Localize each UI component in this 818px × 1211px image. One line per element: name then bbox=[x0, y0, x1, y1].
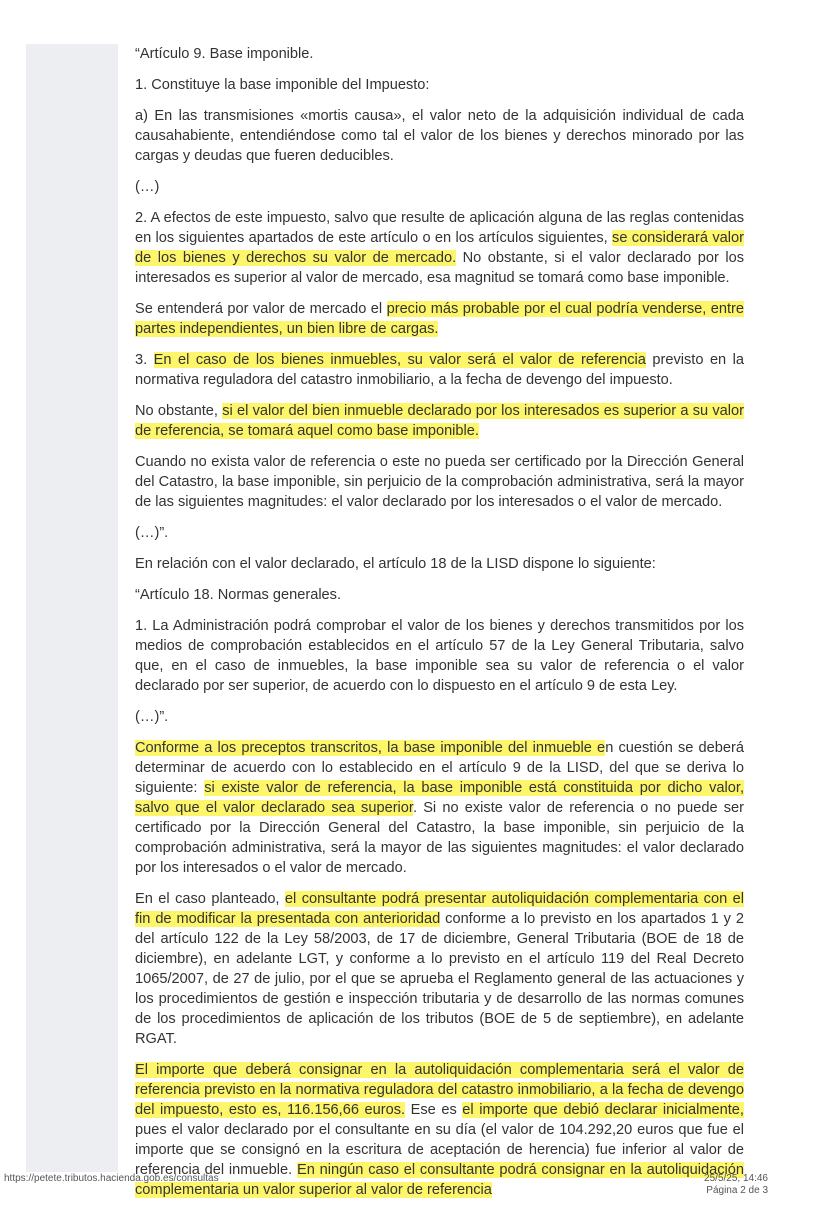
text-segment: previsto en la normativa reguladora del catastro inmobiliario, a la fecha de devengo del impuesto. bbox=[135, 352, 745, 388]
text-segment: En el caso planteado, bbox=[135, 891, 285, 907]
text-segment: No obstante, bbox=[135, 403, 223, 419]
footer-meta bbox=[704, 1173, 768, 1197]
highlighted-text: si existe valor de referencia, la base imponible está constituida por dicho valor, salvo que el valor declarado sea superior bbox=[135, 780, 744, 816]
highlighted-text: precio más probable por el cual podría venderse, entre partes independientes, un bien libre de cargas. bbox=[135, 301, 744, 337]
text-segment: (…)”. bbox=[135, 709, 169, 725]
highlighted-text: el consultante podrá presentar autoliquidación complementaria con el fin de modificar la presentada con anterioridad bbox=[135, 891, 744, 927]
paragraph bbox=[135, 707, 744, 727]
text-segment: (…) bbox=[135, 179, 160, 195]
highlighted-text: el importe que debió declarar inicialmente, bbox=[462, 1102, 744, 1118]
highlighted-text: se considerará valor de los bienes y derechos su valor de mercado. bbox=[135, 230, 744, 266]
text-segment: Se entenderá por valor de mercado el bbox=[135, 301, 387, 317]
left-margin-bar bbox=[26, 44, 118, 1172]
highlighted-text: si el valor del bien inmueble declarado por los interesados es superior a su valor de referencia, se tomará aquel como base imponible. bbox=[135, 403, 744, 439]
text-segment: “Artículo 9. Base imponible. bbox=[135, 46, 314, 62]
text-segment: a) En las transmisiones «mortis causa», el valor neto de la adquisición individual de cada causahabiente, entendiéndose como tal el valor de los bienes y derechos minorado por las cargas y deudas que fueren deducibles. bbox=[135, 108, 744, 164]
paragraph bbox=[135, 208, 744, 288]
footer-datetime: 25/5/25, 14:46 bbox=[704, 1173, 768, 1184]
paragraph bbox=[135, 1060, 744, 1200]
paragraph bbox=[135, 299, 744, 339]
highlighted-text: En el caso de los bienes inmuebles, su valor será el valor de referencia bbox=[153, 352, 646, 368]
paragraph bbox=[135, 616, 744, 696]
highlighted-text: En ningún caso el consultante podrá consignar en la autoliquidación complementaria un valor superior al valor de referencia bbox=[135, 1162, 744, 1198]
text-segment: conforme a lo previsto en los apartados 1 y 2 del artículo 122 de la Ley 58/2003, de 17 de diciembre, General Tributaria (BOE de 18 de diciembre), en adelante LGT, y conforme a lo previsto en el artículo 119 del Real Decreto 1065/2007, de 27 de julio, por el que se aprueba el Reglamento general de las actuaciones y los procedimientos de gestión e inspección tributaria y de desarrollo de las normas comunes de los procedimientos de aplicación de los tributos (BOE de 5 de septiembre), en adelante RGAT. bbox=[135, 911, 744, 1047]
text-segment: En relación con el valor declarado, el artículo 18 de la LISD dispone lo siguiente: bbox=[135, 556, 656, 572]
highlighted-text: El importe que deberá consignar en la autoliquidación complementaria será el valor de referencia previsto en la normativa reguladora del catastro inmobiliario, a la fecha de devengo del impuesto, esto es, 116.156,66 euros. bbox=[135, 1062, 744, 1118]
text-segment: 2. A efectos de este impuesto, salvo que resulte de aplicación alguna de las reglas contenidas en los siguientes apartados de este artículo o en los artículos siguientes, bbox=[135, 210, 744, 246]
paragraph bbox=[135, 554, 744, 574]
highlighted-text: Conforme a los preceptos transcritos, la base imponible del inmueble e bbox=[135, 740, 606, 756]
text-segment: 3. bbox=[135, 352, 154, 368]
paragraph bbox=[135, 401, 744, 441]
paragraph bbox=[135, 106, 744, 166]
paragraph bbox=[135, 738, 744, 878]
text-segment: (…)”. bbox=[135, 525, 169, 541]
text-segment: n cuestión se deberá determinar de acuerdo con lo establecido en el artículo 9 de la LISD, del que se deriva lo siguiente: bbox=[135, 740, 744, 796]
footer-page-number: Página 2 de 3 bbox=[706, 1185, 768, 1196]
paragraph bbox=[135, 889, 744, 1049]
footer-url: https://petete.tributos.hacienda.gob.es/consultas bbox=[4, 1173, 219, 1184]
paragraph bbox=[135, 523, 744, 543]
paragraph bbox=[135, 350, 744, 390]
document-body bbox=[135, 44, 744, 1211]
text-segment: 1. Constituye la base imponible del Impuesto: bbox=[135, 77, 430, 93]
text-segment: Ese es bbox=[405, 1102, 463, 1118]
text-segment: “Artículo 18. Normas generales. bbox=[135, 587, 342, 603]
text-segment: Cuando no exista valor de referencia o este no pueda ser certificado por la Dirección General del Catastro, la base imponible, sin perjuicio de la comprobación administrativa, será la mayor de las siguientes magnitudes: el valor declarado por los interesados o el valor de mercado. bbox=[135, 454, 744, 510]
paragraph bbox=[135, 177, 744, 197]
paragraph bbox=[135, 452, 744, 512]
paragraph bbox=[135, 75, 744, 95]
text-segment: pues el valor declarado por el consultante en su día (el valor de 104.292,20 euros que fue el importe que se consignó en la escritura de aceptación de herencia) fue inferior al valor de referencia del inmueble. bbox=[135, 1122, 744, 1178]
text-segment: 1. La Administración podrá comprobar el valor de los bienes y derechos transmitidos por los medios de comprobación establecidos en el artículo 57 de la Ley General Tributaria, salvo que, en el caso de inmuebles, la base imponible sea su valor de referencia o el valor declarado por ser superior, de acuerdo con lo dispuesto en el artículo 9 de esta Ley. bbox=[135, 618, 744, 694]
text-segment: . Si no existe valor de referencia o no puede ser certificado por la Dirección General del Catastro, la base imponible, sin perjuicio de la comprobación administrativa, será la mayor de las siguientes magnitudes: el valor declarado por los interesados o el valor de mercado. bbox=[135, 800, 744, 876]
text-segment: No obstante, si el valor declarado por los interesados es superior al valor de mercado, esa magnitud se tomará como base imponible. bbox=[135, 250, 744, 286]
paragraph bbox=[135, 44, 744, 64]
paragraph bbox=[135, 585, 744, 605]
